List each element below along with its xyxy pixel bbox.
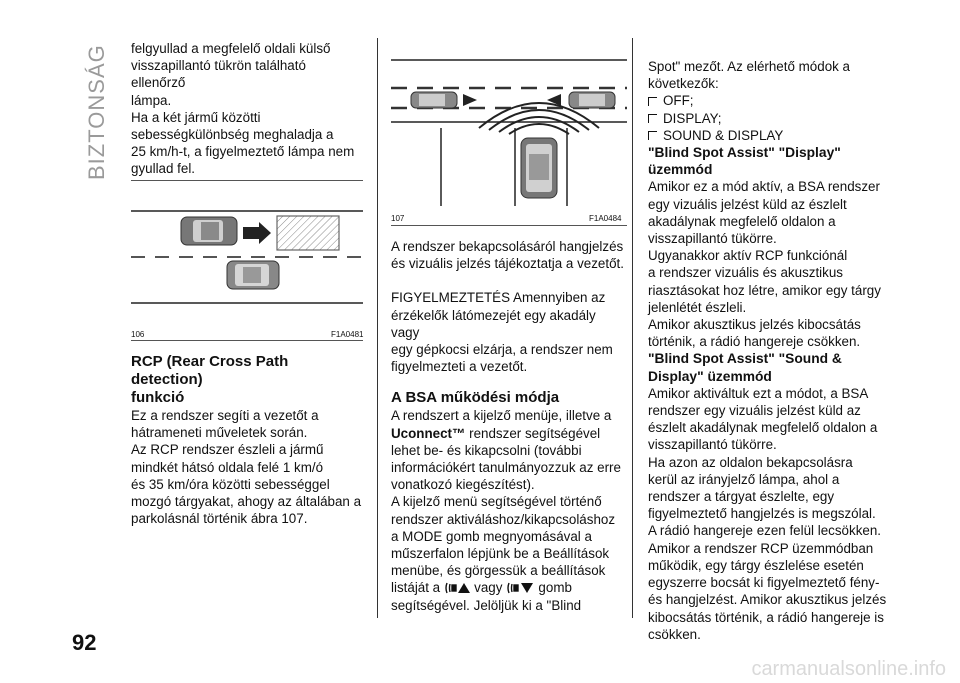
text-line: mozgó tárgyakat, ahogy az általában a bbox=[131, 494, 362, 510]
subheading: üzemmód bbox=[648, 162, 713, 178]
text-line: visszapillantó tükörre. bbox=[648, 231, 777, 247]
text-line: egyszerre bocsát ki figyelmeztető fény- bbox=[648, 575, 880, 591]
text-line: következők: bbox=[648, 76, 719, 92]
column-1 bbox=[131, 40, 363, 178]
text-line: a rendszer vizuális és akusztikus bbox=[648, 265, 843, 281]
divider bbox=[131, 340, 363, 341]
figure-code: F1A0481 bbox=[331, 330, 364, 339]
section-heading: funkció bbox=[131, 389, 185, 406]
text-line: visszapillantó tükörre. bbox=[648, 437, 777, 453]
text-fragment: gomb bbox=[538, 580, 572, 596]
text-line: A kijelző menü segítségével történő bbox=[391, 494, 602, 510]
text-fragment: listáját a bbox=[391, 580, 441, 596]
text-line: visszapillantó tükrön található ellenőrző bbox=[131, 58, 306, 91]
text-line: működik, egy tárgy észlelése esetén bbox=[648, 557, 864, 573]
text-line: kibocsátás történik, a rádió hangereje is bbox=[648, 609, 884, 625]
subheading: "Blind Spot Assist" "Sound & bbox=[648, 351, 842, 367]
text-fragment: vagy bbox=[474, 580, 503, 596]
text-line: lehet be- és kikapcsolni (további bbox=[391, 442, 582, 458]
text-line: jelenlétét észleli. bbox=[648, 299, 747, 315]
text-line: Az RCP rendszer észleli a jármű bbox=[131, 442, 324, 458]
text-line: sebességkülönbség meghaladja a bbox=[131, 127, 334, 143]
page-number: 92 bbox=[72, 630, 97, 655]
column-divider bbox=[632, 38, 633, 618]
text-line: Amikor aktiváltuk ezt a módot, a BSA bbox=[648, 385, 869, 401]
text-line: rendszer egy vizuális jelzést küld az bbox=[648, 403, 861, 419]
bullet-icon bbox=[648, 131, 657, 140]
text-line: menübe, és görgessük a beállítások bbox=[391, 563, 606, 579]
car-icon bbox=[227, 261, 279, 289]
text-line: csökken. bbox=[648, 626, 701, 642]
text-line: egy vizuális jelzést küld az észlelt bbox=[648, 196, 847, 212]
text-line: vonatkozó kiegészítést). bbox=[391, 477, 535, 493]
text-line: egy gépkocsi elzárja, a rendszer nem bbox=[391, 342, 613, 358]
text-line: rendszer aktiváláshoz/kikapcsoláshoz bbox=[391, 511, 616, 527]
text-line bbox=[391, 579, 627, 596]
column-3-body bbox=[648, 58, 888, 643]
text-line: Ha a két jármű közötti bbox=[131, 109, 261, 125]
car-icon bbox=[521, 138, 557, 198]
text-line: érzékelők látómezejét egy akadály vagy bbox=[391, 307, 596, 340]
text-line: akadálynak megfelelő oldalon a bbox=[648, 213, 836, 229]
text-line: Ugyanakkor aktív RCP funkciónál bbox=[648, 248, 848, 264]
column-2-body bbox=[391, 238, 627, 614]
text-line: és hangjelzést. Amikor akusztikus jelzés bbox=[648, 592, 887, 608]
list-item: SOUND & DISPLAY bbox=[648, 127, 888, 144]
section-title: BIZTONSÁG bbox=[84, 44, 109, 180]
text-line: riasztásokat hoz létre, amikor egy tárgy bbox=[648, 282, 881, 298]
text-line: történik, a rádió hangereje csökken. bbox=[648, 334, 861, 350]
figure-107-illustration bbox=[391, 58, 627, 206]
divider bbox=[391, 225, 627, 226]
brand-name: Uconnect™ bbox=[391, 425, 466, 441]
column-1-body bbox=[131, 353, 363, 527]
figure-106-illustration bbox=[131, 205, 363, 311]
figure-code: F1A0484 bbox=[589, 214, 622, 223]
text-line: A rádió hangereje ezen felül lecsökken. bbox=[648, 523, 882, 539]
text-line: Ez a rendszer segíti a vezetőt a bbox=[131, 408, 319, 423]
car-icon bbox=[569, 92, 615, 108]
section-heading: RCP (Rear Cross Path detection) bbox=[131, 353, 289, 388]
text-line: A rendszert a kijelző menüje, illetve a bbox=[391, 408, 612, 424]
text-line: lámpa. bbox=[131, 92, 172, 108]
text-line: észlelt akadálynak megfelelő oldalon a bbox=[648, 420, 878, 436]
car-icon bbox=[181, 217, 237, 245]
mode-list bbox=[648, 92, 888, 144]
text-line: figyelmezteti a vezetőt. bbox=[391, 359, 528, 375]
divider bbox=[131, 180, 363, 181]
figure-number: 106 bbox=[131, 330, 145, 339]
down-arrow-button-icon bbox=[506, 581, 534, 595]
subheading: "Blind Spot Assist" "Display" bbox=[648, 145, 841, 161]
section-heading: A BSA működési módja bbox=[391, 389, 560, 407]
text-line: 25 km/h-t, a figyelmeztető lámpa nem bbox=[131, 144, 355, 160]
list-item: OFF; bbox=[648, 92, 888, 109]
text-line: felgyullad a megfelelő oldali külső bbox=[131, 41, 331, 56]
text-line: hátrameneti műveletek során. bbox=[131, 425, 308, 441]
text-line: Spot" mezőt. Az elérhető módok a bbox=[648, 59, 851, 74]
text-line: segítségével. Jelöljük ki a "Blind bbox=[391, 597, 582, 613]
text-line: Amikor akusztikus jelzés kibocsátás bbox=[648, 317, 861, 333]
bullet-icon bbox=[648, 114, 657, 123]
text-line: figyelmeztető hangjelzés is megszólal. bbox=[648, 506, 876, 522]
text-line: Amikor a rendszer RCP üzemmódban bbox=[648, 540, 874, 556]
warning-line: FIGYELMEZTETÉS Amennyiben az bbox=[391, 290, 606, 306]
figure-number: 107 bbox=[391, 214, 405, 223]
text-line: kerül az irányjelző lámpa, ahol a bbox=[648, 471, 840, 487]
text-line: információkért tanulmányozzuk az erre bbox=[391, 460, 621, 476]
text-line bbox=[391, 425, 627, 442]
text-fragment: rendszer segítségével bbox=[465, 425, 601, 441]
bullet-icon bbox=[648, 97, 657, 106]
text-line: Ha azon az oldalon bekapcsolásra bbox=[648, 454, 853, 470]
text-line: Amikor ez a mód aktív, a BSA rendszer bbox=[648, 179, 880, 195]
column-divider bbox=[377, 38, 378, 618]
text-line: mindkét hátsó oldala felé 1 km/ó bbox=[131, 459, 324, 475]
text-line: a MODE gomb megnyomásával a bbox=[391, 528, 592, 544]
watermark: carmanualsonline.info bbox=[751, 658, 946, 680]
up-arrow-button-icon bbox=[444, 581, 470, 595]
text-line: és vizuális jelzés tájékoztatja a vezetőt. bbox=[391, 256, 624, 272]
text-line: rendszer a tárgyat észlelte, egy bbox=[648, 489, 835, 505]
text-line: és 35 km/óra közötti sebességgel bbox=[131, 476, 330, 492]
text-line: gyullad fel. bbox=[131, 161, 196, 177]
text-line: műszerfalon lépjünk be a Beállítások bbox=[391, 546, 610, 562]
subheading: Display" üzemmód bbox=[648, 368, 772, 384]
list-item: DISPLAY; bbox=[648, 110, 888, 127]
text-line: parkolásnál történik ábra 107. bbox=[131, 511, 308, 527]
text-line: A rendszer bekapcsolásáról hangjelzés bbox=[391, 239, 624, 254]
car-icon bbox=[411, 92, 457, 108]
